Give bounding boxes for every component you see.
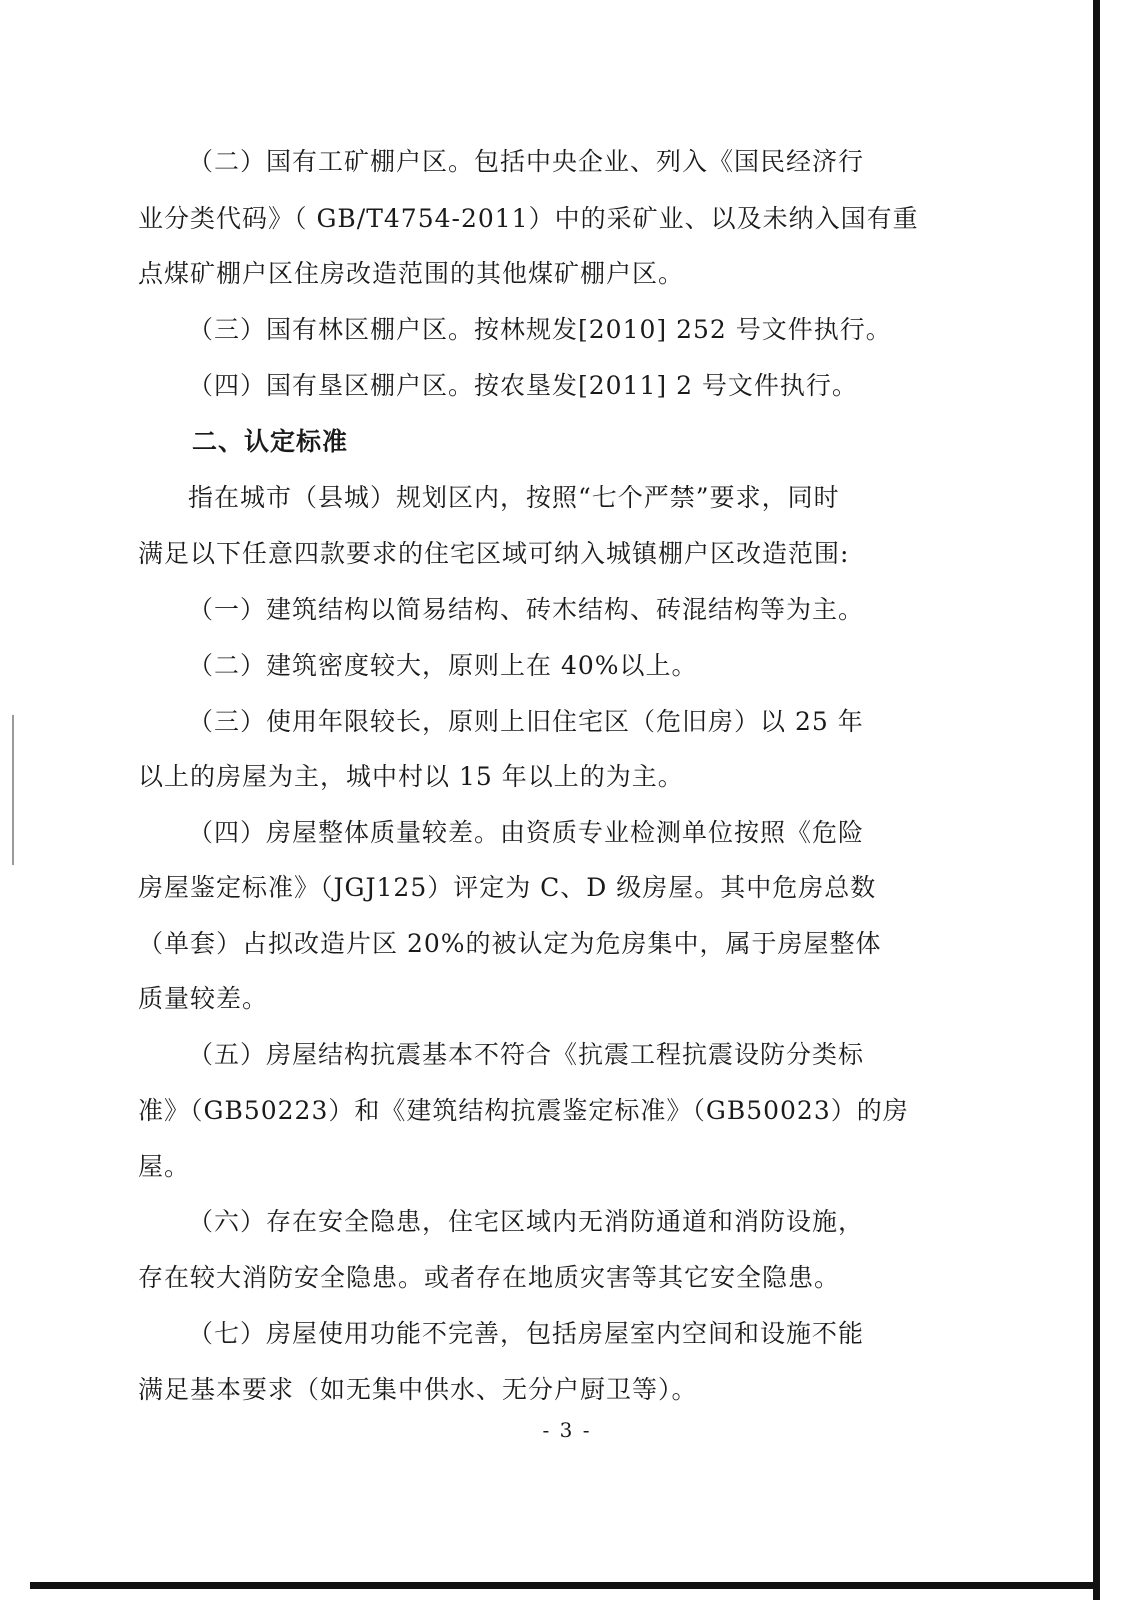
text-line: （四）国有垦区棚户区。按农垦发[2011] 2 号文件执行。: [188, 371, 858, 400]
scan-border-bottom: [30, 1582, 1100, 1589]
text-line: 满足基本要求（如无集中供水、无分户厨卫等）。: [138, 1375, 698, 1404]
text-line: 业分类代码》（ GB/T4754-2011）中的采矿业、以及未纳入国有重: [138, 204, 919, 233]
text-line: （五）房屋结构抗震基本不符合《抗震工程抗震设防分类标: [188, 1040, 865, 1069]
text-line: （七）房屋使用功能不完善，包括房屋室内空间和设施不能: [188, 1319, 865, 1348]
section-heading: 二、认定标准: [192, 427, 349, 456]
text-line: （一）建筑结构以简易结构、砖木结构、砖混结构等为主。: [188, 595, 865, 624]
text-line: 指在城市（县城）规划区内，按照“七个严禁”要求，同时: [188, 483, 840, 512]
text-line: （四）房屋整体质量较差。由资质专业检测单位按照《危险: [188, 818, 865, 847]
text-line: （三）使用年限较长，原则上旧住宅区（危旧房）以 25 年: [188, 707, 864, 736]
text-line: 满足以下任意四款要求的住宅区域可纳入城镇棚户区改造范围:: [138, 539, 850, 568]
text-line: （六）存在安全隐患，住宅区域内无消防通道和消防设施，: [188, 1207, 865, 1236]
text-line: （二）建筑密度较大，原则上在 40%以上。: [188, 651, 698, 680]
text-line: 存在较大消防安全隐患。或者存在地质灾害等其它安全隐患。: [138, 1263, 841, 1292]
text-line: 质量较差。: [138, 984, 269, 1013]
text-line: （二）国有工矿棚户区。包括中央企业、列入《国民经济行: [188, 147, 865, 176]
text-line: 准》（GB50223）和《建筑结构抗震鉴定标准》（GB50023）的房: [138, 1096, 909, 1125]
text-line: 屋。: [138, 1152, 191, 1181]
text-line: 以上的房屋为主，城中村以 15 年以上的为主。: [138, 762, 684, 791]
text-line: 房屋鉴定标准》（JGJ125）评定为 C、D 级房屋。其中危房总数: [138, 873, 877, 902]
page-number: - 3 -: [542, 1418, 592, 1442]
text-line: （单套）占拟改造片区 20%的被认定为危房集中，属于房屋整体: [138, 929, 882, 958]
scan-border-right: [1093, 0, 1100, 1600]
text-line: 点煤矿棚户区住房改造范围的其他煤矿棚户区。: [138, 259, 685, 288]
text-line: （三）国有林区棚户区。按林规发[2010] 252 号文件执行。: [188, 315, 892, 344]
scan-artifact: [12, 715, 14, 865]
